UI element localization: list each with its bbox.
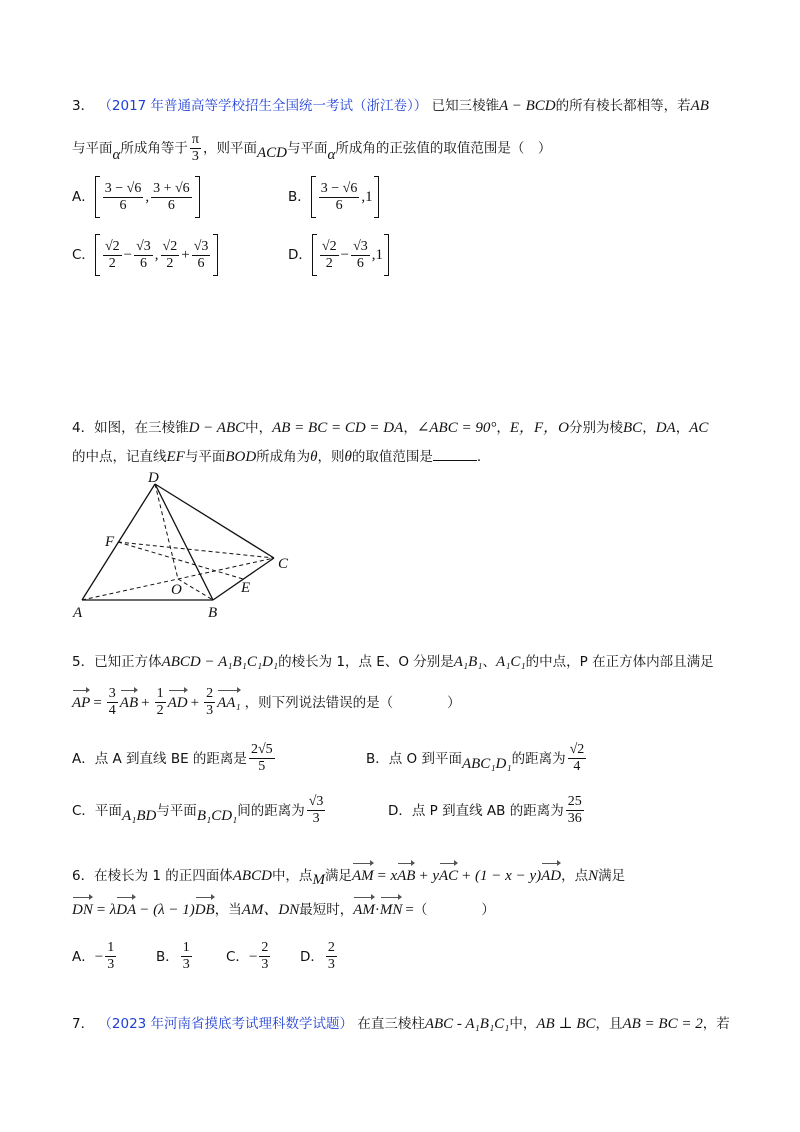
- q5-text: 已知正方体: [94, 654, 162, 670]
- q6-option-c[interactable]: C． − $\frac{2}{3}$: [226, 940, 269, 972]
- q6-math: + y: [418, 868, 439, 884]
- q6-option-a[interactable]: A． − $\frac{1}{3}$: [72, 940, 115, 972]
- segment-ef-hidden: [118, 542, 243, 579]
- label-o: O: [171, 582, 182, 598]
- q6-vector-ac: AC: [439, 868, 459, 884]
- q5-vector-ap: AP: [72, 694, 91, 711]
- q4-answer-blank[interactable]: [433, 446, 477, 461]
- q4-text: ，: [642, 420, 656, 436]
- q7-text: 中，: [509, 1016, 537, 1032]
- q6-vector-mn: MN: [379, 902, 403, 918]
- q3-math: AB: [690, 98, 709, 114]
- q4-text: ，则: [317, 449, 345, 465]
- q6-number: 6．: [72, 868, 95, 884]
- q4-math: D − ABC: [188, 420, 246, 436]
- q3-pi-frac: $\frac{\pi}{3}$: [191, 132, 199, 164]
- q5-vector-aa1: AA₁: [217, 694, 241, 711]
- q3-text: 的所有棱长都相等，若: [555, 98, 691, 114]
- segment-fc-hidden: [118, 542, 274, 558]
- q5-math: =: [93, 694, 102, 711]
- q4-math: DA: [655, 420, 676, 436]
- q6-vector-am: AM: [351, 868, 374, 884]
- q4-math: θ: [344, 449, 352, 465]
- q6-text: （ ）: [413, 902, 495, 918]
- q5-vector-ab: AB: [119, 694, 139, 711]
- q4-math: ∠ABC = 90°: [416, 420, 497, 436]
- q5-math: +: [141, 694, 150, 711]
- q4-text: 分别为棱: [569, 420, 624, 436]
- label-c: C: [278, 556, 289, 572]
- q3-text: 所成角的正弦值的取值范围是（ ）: [335, 140, 552, 157]
- q5-math: A₁C₁: [496, 654, 526, 670]
- q7-text: 在直三棱柱: [357, 1016, 425, 1032]
- q3-text: 与平面: [286, 140, 328, 157]
- q3-option-d[interactable]: D． $\frac{√2}{2}$ − $\frac{√3}{6}$ , 1: [288, 234, 389, 276]
- label-f: F: [105, 534, 115, 550]
- q5-option-d[interactable]: D．点 P 到直线 AB 的距离为 $\frac{25}{36}$: [388, 794, 582, 826]
- q4-math: BOD: [225, 449, 257, 465]
- q6-option-b[interactable]: B． $\frac{1}{3}$: [156, 940, 190, 972]
- q6-math: + (1 − x − y): [461, 868, 542, 884]
- q6-math: M: [312, 872, 325, 888]
- q3-number: 3．: [72, 98, 95, 114]
- q4-math: EF: [166, 449, 185, 465]
- q6-option-d[interactable]: D． $\frac{2}{3}$: [300, 940, 335, 972]
- q3-math: α: [112, 146, 121, 163]
- q3-option-c[interactable]: C． $\frac{√2}{2}$ − $\frac{√3}{6}$ , $\frac{√2}{2}$ + $\frac{√3}{6}$: [72, 234, 218, 276]
- q4-text: ，: [403, 420, 417, 436]
- q5-vector-ad: AD: [167, 694, 188, 711]
- q6-math: ·: [374, 902, 380, 918]
- q3-line2: [72, 132, 551, 165]
- q5-text: ，则下列说法错误的是（ ）: [244, 694, 461, 711]
- q6-text: 在棱长为 1 的正四面体: [94, 868, 233, 884]
- q6-text: 满足: [324, 868, 352, 884]
- q6-vector-db: DB: [194, 902, 215, 918]
- q3-text: ，则平面: [202, 140, 257, 157]
- q7-source: （2023 年河南省摸底考试理科数学试题）: [98, 1016, 354, 1032]
- q3-text: 已知三棱锥: [431, 98, 500, 114]
- q4-text: 中，: [245, 420, 273, 436]
- label-b: B: [208, 605, 218, 620]
- q6-vector-ab: AB: [397, 868, 416, 884]
- q3-math: A − BCD: [499, 98, 556, 114]
- q4-text: 的取值范围是: [351, 449, 433, 465]
- q5-line2: [72, 686, 461, 719]
- q7-math: AB = BC = 2: [622, 1016, 703, 1032]
- q3-line1: [72, 96, 709, 116]
- q5-option-b[interactable]: B．点 O 到平面 ABC₁D₁ 的距离为 $\frac{√2}{4}$: [366, 742, 585, 774]
- segment-do-hidden: [155, 484, 178, 579]
- q4-text: 与平面: [184, 449, 226, 465]
- q6-line1: [72, 866, 625, 886]
- q4-text: ，: [675, 420, 690, 436]
- q4-text: .: [476, 449, 482, 465]
- q6-math: AM、DN: [241, 902, 300, 918]
- q6-text: 最短时，: [299, 902, 354, 918]
- q6-vector-ad: AD: [541, 868, 562, 884]
- q5-frac-2: $\frac{1}{2}$: [156, 686, 164, 718]
- q5-option-c[interactable]: C．平面 A₁BD 与平面 B₁CD₁ 间的距离为 $\frac{√3}{3}$: [72, 794, 324, 826]
- q4-math: θ: [310, 449, 318, 465]
- q5-math: A₁B₁: [453, 654, 483, 670]
- q7-math: AB ⊥ BC: [536, 1016, 596, 1032]
- q6-vector-dn: DN: [72, 902, 93, 918]
- q6-math: ABCD: [232, 868, 272, 884]
- q4-text: ，: [496, 420, 510, 436]
- q6-text: ，点: [561, 868, 589, 884]
- label-a: A: [73, 605, 83, 620]
- q4-number: 4．: [72, 420, 95, 436]
- q3-text: 所成角等于: [120, 140, 188, 157]
- q6-math: = λ: [95, 902, 117, 918]
- q4-math: BC: [623, 420, 643, 436]
- q6-text: 满足: [598, 868, 626, 884]
- q3-text: 与平面: [72, 140, 113, 157]
- q3-source: （2017 年普通高等学校招生全国统一考试（浙江卷））: [98, 98, 428, 114]
- q6-vector-da: DA: [116, 902, 137, 918]
- q5-frac-1: $\frac{3}{4}$: [108, 686, 116, 718]
- q5-math: +: [190, 694, 200, 711]
- q3-option-a[interactable]: A． $\frac{3 - √6}{6}$ , $\frac{3 + √6}{6}$: [72, 176, 200, 218]
- q5-number: 5．: [72, 654, 95, 670]
- q6-math: N: [588, 868, 599, 884]
- q6-math: =: [405, 902, 414, 918]
- q4-math: E，F，O: [509, 420, 570, 436]
- q4-text: 如图，在三棱锥: [94, 420, 189, 436]
- q6-math: = x: [376, 868, 398, 884]
- q5-line1: [72, 652, 714, 672]
- q7-text: ，且: [595, 1016, 623, 1032]
- q4-line1: [72, 418, 708, 438]
- q5-math: ABCD − A₁B₁C₁D₁: [161, 654, 279, 670]
- label-e: E: [241, 580, 251, 596]
- q4-line2: [72, 446, 481, 467]
- label-d: D: [148, 470, 159, 486]
- q5-frac-3: $\frac{2}{3}$: [206, 686, 214, 718]
- q3-option-b[interactable]: B． $\frac{3 - √6}{6}$ , 1: [288, 176, 379, 218]
- q6-vector-am: AM: [353, 902, 375, 918]
- q7-line1: [72, 1014, 730, 1034]
- q4-math: AB = BC = CD = DA: [272, 420, 404, 436]
- q4-math: AC: [689, 420, 709, 436]
- q6-text: 中，点: [271, 868, 313, 884]
- q7-math: ABC - A₁B₁C₁: [424, 1016, 510, 1032]
- q6-text: ，当: [214, 902, 242, 918]
- q6-line2: [72, 900, 495, 920]
- q3-math: α: [327, 146, 336, 163]
- q7-number: 7．: [72, 1016, 95, 1032]
- q5-option-a[interactable]: A．点 A 到直线 BE 的距离是 $\frac{2√5}{5}$: [72, 742, 273, 774]
- q5-text: 的中点，P 在正方体内部且满足: [525, 654, 714, 670]
- q6-math: − (λ − 1): [139, 902, 195, 918]
- q5-text: 、: [482, 654, 497, 670]
- q3-math: ACD: [256, 144, 287, 161]
- q5-text: 的棱长为 1，点 E、O 分别是: [278, 654, 454, 670]
- q7-text: ，若: [702, 1016, 730, 1032]
- q4-text: 所成角为: [256, 449, 311, 465]
- q4-tetrahedron-figure: [70, 470, 300, 620]
- q4-text: 的中点，记直线: [72, 449, 167, 465]
